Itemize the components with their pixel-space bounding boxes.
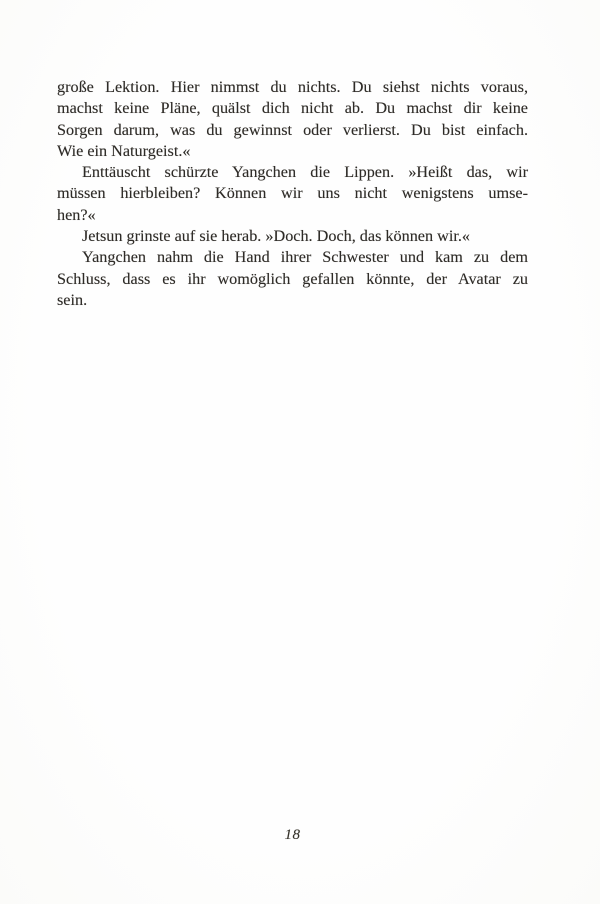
text-line: müssen hierbleiben? Können wir uns nicht wenigstens umse-: [57, 184, 528, 203]
paragraph-continuation: [57, 77, 528, 162]
text-line: Enttäuscht schürzte Yangchen die Lippen. »Heißt das, wir: [82, 163, 528, 182]
text-line: Jetsun grinste auf sie herab. »Doch. Doch, das können wir.«: [82, 227, 470, 246]
text-line: große Lektion. Hier nimmst du nichts. Du siehst nichts voraus,: [57, 78, 528, 96]
text-line: hen?«: [57, 205, 96, 224]
text-line: Schluss, dass es ihr womöglich gefallen könnte, der Avatar zu: [57, 269, 528, 288]
page-number: 18: [284, 827, 301, 843]
text-line: Sorgen darum, was du gewinnst oder verlierst. Du bist einfach.: [57, 120, 528, 139]
paragraph: [57, 247, 528, 311]
body-text: [57, 77, 528, 311]
paragraph: [57, 162, 528, 226]
text-line: machst keine Pläne, quälst dich nicht ab. Du machst dir keine: [57, 99, 528, 118]
text-line: sein.: [57, 290, 88, 309]
text-line: Wie ein Naturgeist.«: [57, 141, 191, 160]
paragraph: [57, 226, 528, 247]
text-line: Yangchen nahm die Hand ihrer Schwester und kam zu dem: [82, 248, 528, 267]
